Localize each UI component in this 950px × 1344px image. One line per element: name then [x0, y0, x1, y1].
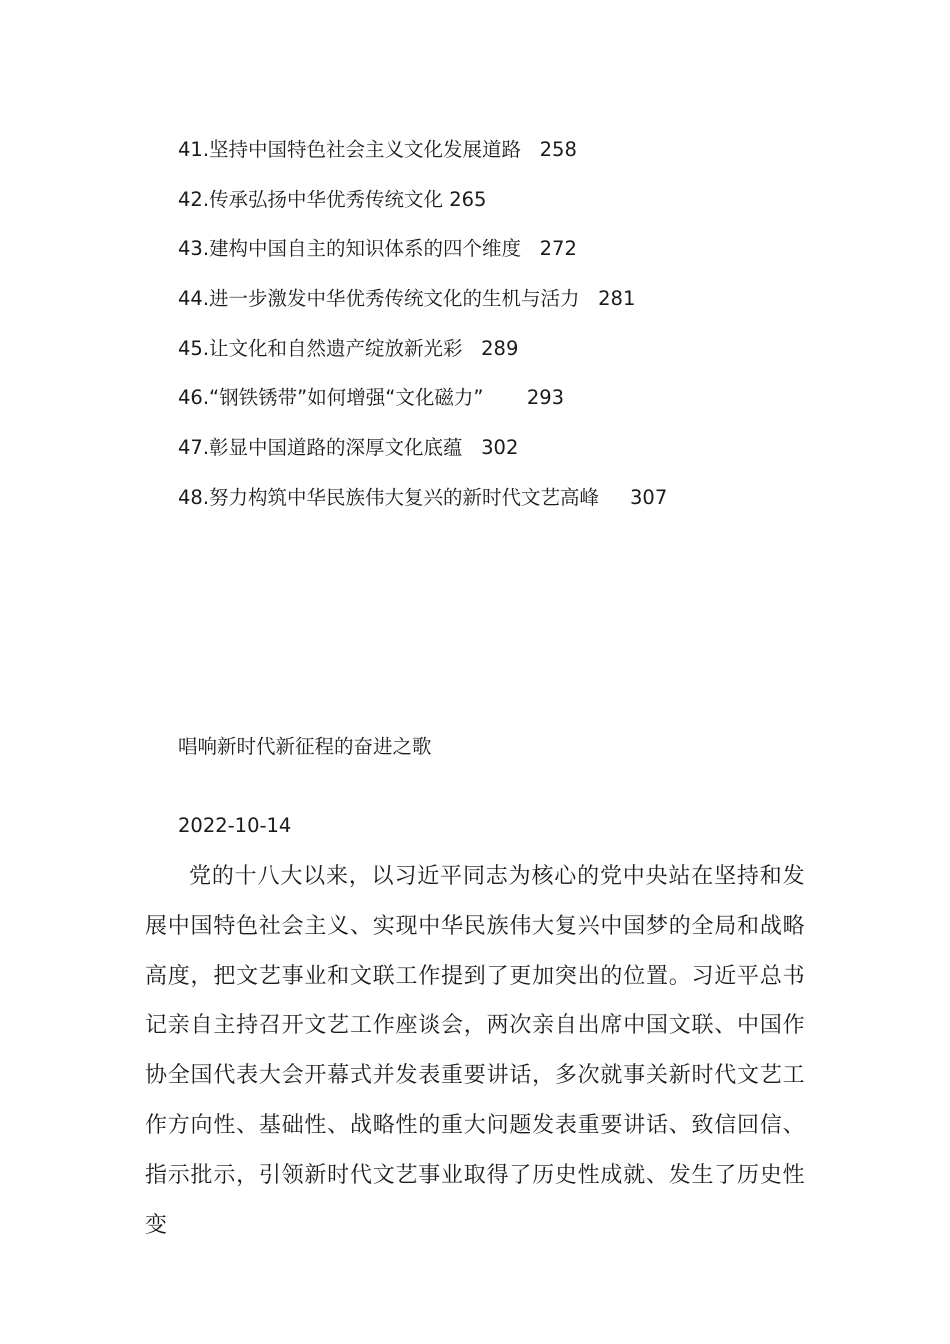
toc-entry-42	[178, 181, 818, 231]
toc-entry-41	[178, 131, 818, 181]
toc-entry-title: 47.彰显中国道路的深厚文化底蕴	[178, 436, 463, 460]
toc-entry-47	[178, 429, 818, 479]
article-date: 2022-10-14	[178, 814, 292, 837]
toc-entry-46	[178, 379, 818, 429]
toc-entry-48	[178, 479, 818, 529]
toc-entry-page: 281	[598, 287, 636, 311]
toc-entry-title: 44.进一步激发中华优秀传统文化的生机与活力	[178, 287, 580, 311]
toc-entry-page: 307	[630, 485, 668, 509]
toc-entry-44	[178, 280, 818, 330]
toc-entry-page: 293	[526, 386, 565, 410]
toc-entry-page: 258	[539, 138, 577, 161]
article-body-paragraph: 党的十八大以来，以习近平同志为核心的党中央站在坚持和发展中国特色社会主义、实现中华民族伟大复兴中国梦的全局和战略高度，把文艺事业和文联工作提到了更加突出的位置。习近平总书记亲自主持召开文艺工作座谈会，两次亲自出席中国文联、中国作协全国代表大会开幕式并发表重要讲话，多次就事关新时代文艺工作方向性、基础性、战略性的重大问题发表重要讲话、致信回信、指示批示，引领新时代文艺事业取得了历史性成就、发生了历史性变	[145, 864, 805, 1238]
toc-entry-43	[178, 230, 818, 280]
toc-entry-title: 48.努力构筑中华民族伟大复兴的新时代文艺高峰	[178, 485, 600, 509]
toc-entry-page: 272	[539, 237, 577, 261]
toc-entry-title: 42.传承弘扬中华优秀传统文化	[178, 187, 444, 211]
toc-entry-title: 46.“钢铁锈带”如何增强“文化磁力”	[178, 386, 484, 410]
toc-entry-title: 41.坚持中国特色社会主义文化发展道路	[178, 138, 522, 161]
toc-entry-title: 43.建构中国自主的知识体系的四个维度	[178, 237, 522, 261]
toc-entry-page: 265	[449, 187, 487, 211]
toc-entry-title: 45.让文化和自然遗产绽放新光彩	[178, 336, 463, 360]
toc-entry-page: 289	[481, 336, 519, 360]
toc-entry-45	[178, 330, 818, 380]
article-title: 唱响新时代新征程的奋进之歌	[178, 735, 432, 758]
table-of-contents	[178, 131, 818, 529]
toc-entry-page: 302	[481, 436, 519, 460]
